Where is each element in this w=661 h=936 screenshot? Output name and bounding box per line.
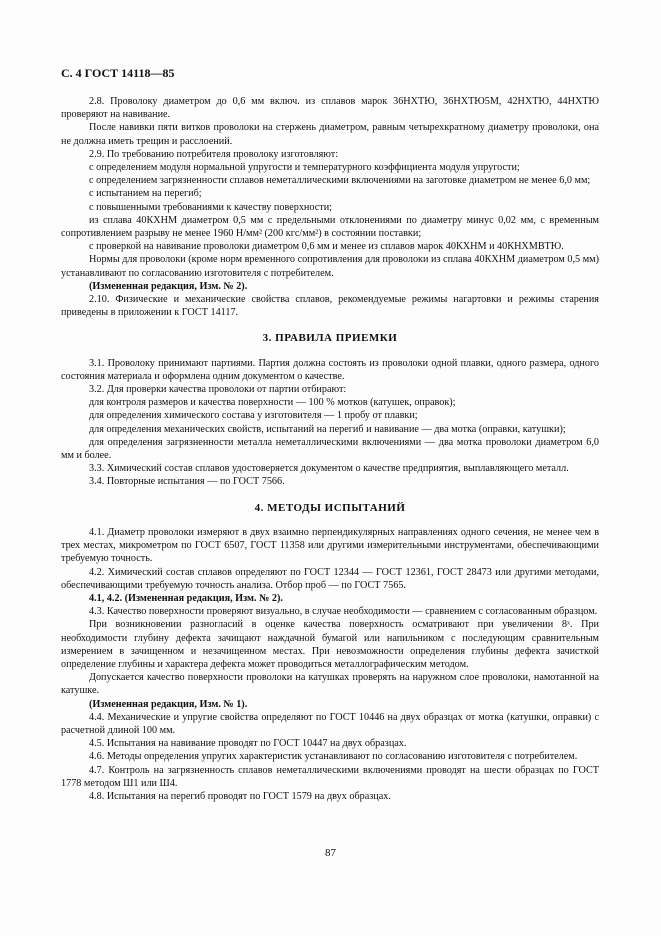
paragraph: 3.4. Повторные испытания — по ГОСТ 7566. [89, 476, 285, 488]
paragraph: 2.8. Проволоку диаметром до 0,6 мм включ. из сплавов марок 36НХТЮ, 36НХТЮ5М, 42НХТЮ, 44НХТЮ проверяют на навивание. [61, 96, 599, 121]
paragraph: для определения загрязненности металла неметаллическими включениями — два мотка проволоки диаметром 6,0 мм и более. [61, 436, 599, 462]
paragraph: с определением модуля нормальной упругости и температурного коэффициента модуля упругости; [89, 162, 520, 174]
document-body [61, 95, 599, 803]
paragraph: 3.3. Химический состав сплавов удостоверяется документом о качестве предприятия, выплавляющего металл. [89, 463, 569, 475]
section-title-acceptance-rules: 3. ПРАВИЛА ПРИЕМКИ [262, 332, 398, 345]
amendment-note: (Измененная редакция, Изм. № 1). [89, 698, 248, 710]
page-number: 87 [325, 847, 336, 859]
paragraph: 4.5. Испытания на навивание проводят по ГОСТ 10447 на двух образцах. [89, 738, 407, 750]
paragraph: с испытанием на перегиб; [89, 188, 202, 200]
paragraph: 2.9. По требованию потребителя проволоку изготовляют: [89, 148, 339, 160]
paragraph: 3.1. Проволоку принимают партиями. Партия должна состоять из проволоки одной плавки, одного размера, одного состояния материала и оформлена одним документом о качестве. [61, 357, 599, 382]
paragraph: После навивки пяти витков проволоки на стержень диаметром, равным четырехкратному диаметру проволоки, она не должна иметь трещин и расслоений. [61, 122, 599, 147]
paragraph: с повышенными требованиями к качеству поверхности; [89, 201, 332, 213]
section-title-test-methods: 4. МЕТОДЫ ИСПЫТАНИЙ [254, 501, 406, 514]
paragraph: из сплава 40КХНМ диаметром 0,5 мм с предельными отклонениями по диаметру минус 0,02 мм, с временным сопротивлением разрыву не менее 1960 Н/мм² (200 кгс/мм²) в состоянии поставки; [61, 214, 599, 240]
paragraph: 4.2. Химический состав сплавов определяют по ГОСТ 12344 — ГОСТ 12361, ГОСТ 28473 или другими методами, обеспечивающими требуемую точность анализа. Отбор проб — по ГОСТ 7565. [61, 566, 599, 591]
paragraph: для контроля размеров и качества поверхности — 100 % мотков (катушек, оправок); [89, 397, 456, 409]
amendment-note: (Измененная редакция, Изм. № 2). [89, 280, 248, 292]
paragraph: 4.4. Механические и упругие свойства определяют по ГОСТ 10446 на двух образцах от мотка (катушки, оправки) с расчетной длиной 100 мм. [61, 711, 599, 736]
paragraph: При возникновении разногласий в оценке качества поверхность осматривают при увеличении 8ˣ. При необходимости глубину дефекта зачищают наждачной бумагой или напильником с последующим сравнительным измерением в зачищенном и незачищенном местах. При невозможности определения глубины дефекта зачисткой определение глубины и характера дефекта может проводиться металлографическим методом. [61, 619, 599, 670]
paragraph: 4.7. Контроль на загрязненность сплавов неметаллическими включениями проводят на шести образцах по ГОСТ 1778 методом Ш1 или Ш4. [61, 764, 599, 789]
paragraph: для определения механических свойств, испытаний на перегиб и навивание — два мотка (оправки, катушки); [89, 423, 566, 435]
paragraph: 4.8. Испытания на перегиб проводят по ГОСТ 1579 на двух образцах. [89, 790, 391, 802]
paragraph: 4.3. Качество поверхности проверяют визуально, в случае необходимости — сравнением с согласованным образцом. [89, 606, 598, 618]
page-header: С. 4 ГОСТ 14118—85 [61, 66, 175, 80]
paragraph: с определением загрязненности сплавов неметаллическими включениями на заготовке диаметром не менее 6,0 мм; [89, 175, 591, 187]
paragraph: для определения химического состава у изготовителя — 1 пробу от плавки; [89, 410, 418, 422]
amendment-note: 4.1, 4.2. (Измененная редакция, Изм. № 2). [89, 592, 283, 604]
paragraph: 2.10. Физические и механические свойства сплавов, рекомендуемые режимы нагартовки и режимы старения приведены в приложении к ГОСТ 14117. [61, 294, 599, 319]
paragraph: 4.1. Диаметр проволоки измеряют в двух взаимно перпендикулярных направлениях одного сечения, не менее чем в трех местах, микрометром по ГОСТ 6507, ГОСТ 11358 или другими измерительными инструментами, обеспечивающими требуемую точность. [61, 526, 599, 565]
paragraph: Нормы для проволоки (кроме норм временного сопротивления для проволоки из сплава 40КХНМ диаметром 0,5 мм) устанавливают по согласованию изготовителя с потребителем. [61, 254, 599, 279]
paragraph: 3.2. Для проверки качества проволоки от партии отбирают: [89, 384, 347, 396]
paragraph: с проверкой на навивание проволоки диаметром 0,6 мм и менее из сплавов марок 40КХНМ и 40КНХМВТЮ. [89, 241, 564, 253]
paragraph: 4.6. Методы определения упругих характеристик устанавливают по согласованию изготовителя с потребителем. [89, 751, 578, 763]
paragraph: Допускается качество поверхности проволоки на катушках проверять на наружном слое проволоки, намотанной на катушке. [61, 672, 599, 697]
